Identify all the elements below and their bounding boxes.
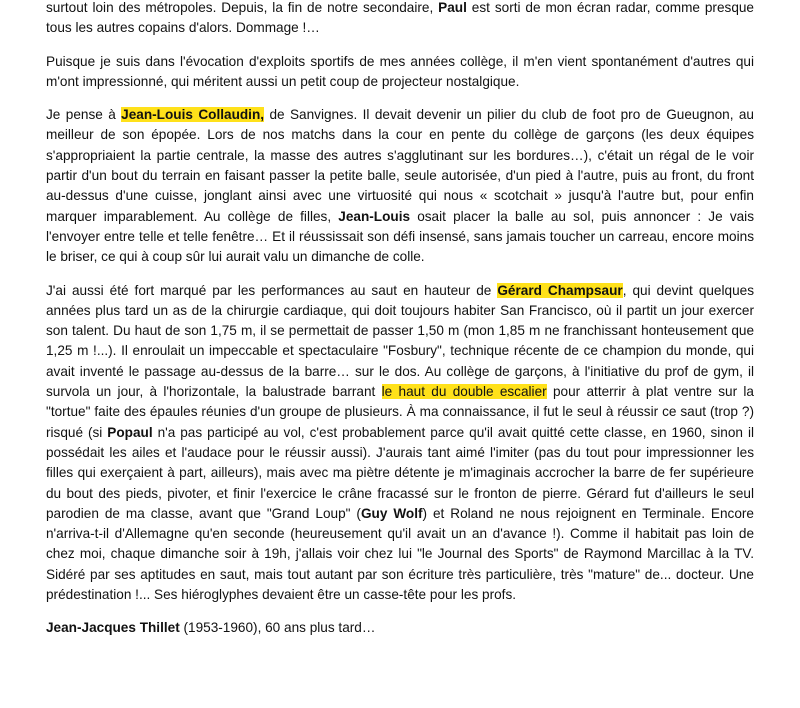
- highlight-jean-louis-collaudin: Jean-Louis Collaudin,: [121, 107, 265, 123]
- document-body: [46, 0, 754, 639]
- name-popaul: Popaul: [107, 424, 153, 440]
- text-run: , qui devint quelques années plus tard un as de la chirurgie cardiaque, qui doit toujours habiter San Francisco, où il partit un jour exercer son talent. Du haut de son 1,75 m, il se permettait de passer 1,50 m (mon 1,85 m ne franchissant honteusement que 1,25 m !...). Il enroulait un impeccable et spectaculaire "Fosbury", technique récente de ce champion du monde, qui avait inventé le passage au-dessus de la barre… sur le dos. Au collège de garçons, à l'initiative du prof de gym, il survola un jour, à l'horizontale, la balustrade barrant: [46, 282, 754, 400]
- name-guy-wolf: Guy Wolf: [360, 505, 423, 521]
- name-paul: Paul: [438, 0, 467, 15]
- text-run: (1953-1960), 60 ans plus tard…: [179, 620, 376, 636]
- paragraph-signature: [46, 618, 754, 638]
- paragraph-evocation: [46, 52, 754, 93]
- author-name: Jean-Jacques Thillet: [46, 620, 180, 636]
- paragraph-champsaur: [46, 281, 754, 606]
- highlight-double-escalier: le haut du double escalier: [381, 384, 547, 400]
- name-jean-louis: Jean-Louis: [338, 208, 411, 224]
- text-run: pour atterrir à plat ventre sur la "tortue" faite des épaules réunies d'un groupe de plusieurs. À ma connaissance, il fut le seul à réussir ce saut (trop ?) risqué (si: [46, 384, 754, 440]
- text-run: osait placer la balle au sol, puis annoncer : Je vais l'envoyer entre telle et telle fenêtre… Et il réussissait son défi insensé, sans jamais toucher un carreau, encore moins le briser, ce qui à coup sûr lui aurait valu un dimanche de colle.: [46, 208, 754, 265]
- text-run: ) et Roland ne nous rejoignent en Terminale. Encore n'arriva-t-il d'Allemagne qu'en seconde (heureusement qu'il avait un an d'avance !). Comme il habitait pas loin de chez moi, chaque dimanche soir à 19h, j'allais voir chez lui "le Journal des Sports" de Raymond Marcillac à la TV. Sidéré par ses aptitudes en saut, mais tout autant par son écriture très particulière, très "mature" de... docteur. Une prédestination !... Ses hiéroglyphes devaient être un casse-tête pour les profs.: [46, 505, 754, 603]
- text-run: Je pense à: [46, 107, 122, 123]
- paragraph-intro-end: [46, 0, 754, 39]
- highlight-gerard-champsaur: Gérard Champsaur: [497, 282, 623, 298]
- text-run: est sorti de mon écran radar, comme presque tous les autres copains d'alors. Dommage !…: [46, 0, 754, 36]
- text-run: n'a pas participé au vol, c'est probablement parce qu'il avait quitté cette classe, en 1960, sinon il possédait les ailes et l'audace pour le réussir aussi). J'aurais tant aimé l'imiter (pas du tout pour impressionner les filles qui exerçaient à part, ailleurs), mais avec ma piètre détente je m'imaginais accrocher la barre de fer supérieure du bout des pieds, pivoter, et finir l'exercice le crâne fracassé sur le fronton de pierre. Gérard fut d'ailleurs le seul parodien de ma classe, avant que "Grand Loup" (: [46, 424, 754, 521]
- paragraph-collaudin: [46, 105, 754, 267]
- text-run: de Sanvignes. Il devait devenir un pilier du club de foot pro de Gueugnon, au meilleur de son épopée. Lors de nos matchs dans la cour en pente du collège de garçons (les deux équipes s'appropriaient la partie centrale, la masse des autres s'agglutinant sur les bordures…), c'était un régal de le voir partir d'un bout du terrain en faisant passer la petite balle, seule autorisée, d'un pied à l'autre, puis au front, du front au-dessus d'une cuisse, jonglant ainsi avec une virtuosité qui nous « scotchait » jusqu'à l'autre but, pour enfin marquer imparablement. Au collège de filles,: [46, 107, 754, 224]
- text-run: J'ai aussi été fort marqué par les performances au saut en hauteur de: [46, 282, 498, 298]
- text-run: Puisque je suis dans l'évocation d'exploits sportifs de mes années collège, il m'en vient spontanément d'autres qui m'ont impressionné, qui méritent aussi un petit coup de projecteur nostalgique.: [46, 53, 754, 89]
- text-run: surtout loin des métropoles. Depuis, la fin de notre secondaire,: [46, 0, 439, 15]
